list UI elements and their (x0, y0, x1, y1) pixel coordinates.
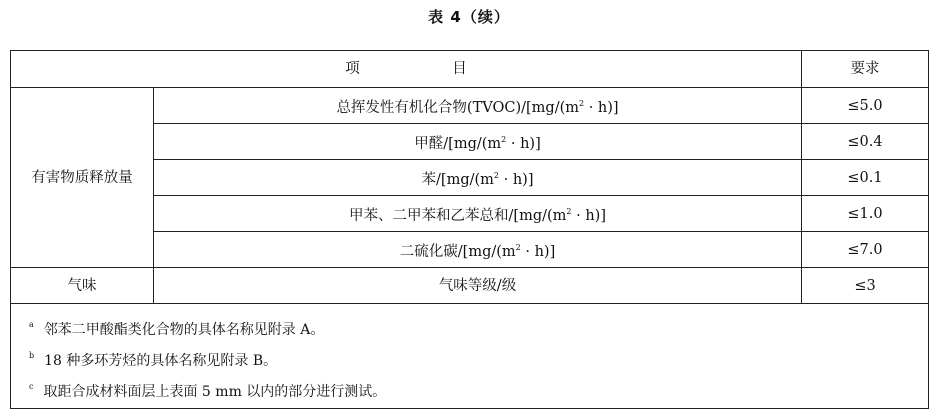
limit-cell: ≤0.1 (802, 160, 929, 196)
unit-superscript: 2 (579, 98, 585, 108)
item-name: 甲苯、二甲苯和乙苯总和/[mg/(m (349, 207, 567, 224)
footnote-text: 取距合成材料面层上表面 5 mm 以内的部分进行测试。 (43, 384, 387, 400)
limit-cell: ≤5.0 (802, 88, 929, 124)
header-item-label: 项 目 (345, 61, 511, 77)
footnotes-row (11, 304, 929, 409)
item-cell (154, 160, 802, 196)
item-name: 苯/[mg/(m (421, 171, 494, 188)
limit-cell: ≤1.0 (802, 196, 929, 232)
unit-tail: · h)] (506, 135, 541, 152)
odor-label: 气味 (11, 268, 154, 304)
unit-tail: · h)] (584, 99, 619, 116)
footnote (29, 374, 928, 405)
odor-item: 气味等级/级 (154, 268, 802, 304)
footnote (29, 343, 928, 374)
footnote-text: 邻苯二甲酸酯类化合物的具体名称见附录 A。 (43, 322, 325, 338)
item-name: 总挥发性有机化合物(TVOC)/[mg/(m (336, 99, 579, 116)
limit-cell: ≤7.0 (802, 232, 929, 268)
footnote-mark: a (29, 320, 34, 329)
group-label-harmful-release: 有害物质释放量 (11, 88, 154, 268)
item-cell (154, 232, 802, 268)
item-cell (154, 196, 802, 232)
unit-superscript: 2 (493, 170, 499, 180)
item-name: 二硫化碳/[mg/(m (399, 243, 516, 260)
limit-cell: ≤0.4 (802, 124, 929, 160)
header-requirement: 要求 (802, 51, 929, 88)
footnotes-cell (11, 304, 929, 409)
header-item (11, 51, 802, 88)
unit-superscript: 2 (566, 206, 572, 216)
table-header-row (11, 51, 929, 88)
unit-tail: · h)] (499, 171, 534, 188)
unit-tail: · h)] (520, 243, 556, 260)
requirements-table (10, 50, 929, 409)
table-caption: 表 4（续） (428, 8, 510, 26)
unit-tail: · h)] (571, 207, 606, 224)
item-name: 甲醛/[mg/(m (414, 135, 502, 152)
table-row (11, 88, 929, 124)
odor-limit: ≤3 (802, 268, 929, 304)
table-row-odor (11, 268, 929, 304)
footnote-text: 18 种多环芳烃的具体名称见附录 B。 (44, 353, 278, 369)
item-cell (154, 88, 802, 124)
unit-superscript: 2 (515, 242, 521, 252)
footnote-mark: b (29, 351, 35, 360)
item-cell (154, 124, 802, 160)
footnote-mark: c (29, 382, 34, 391)
unit-superscript: 2 (501, 134, 507, 144)
footnote (29, 312, 928, 343)
